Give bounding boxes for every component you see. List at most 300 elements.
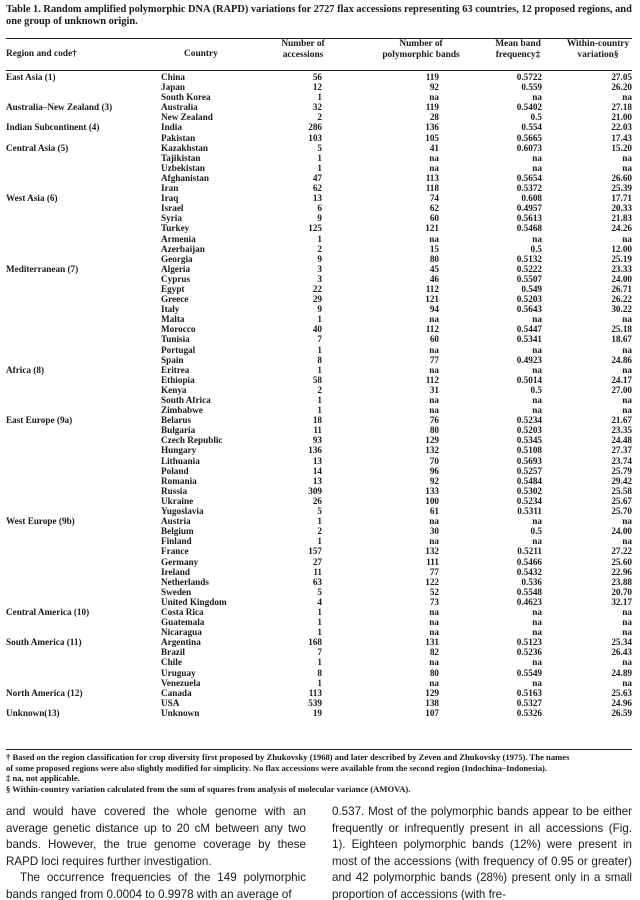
- cell-accessions: 2: [317, 243, 322, 254]
- cell-accessions: 3: [317, 263, 322, 274]
- cell-accessions: 168: [308, 637, 322, 648]
- cell-within-country-variation: na: [622, 606, 632, 617]
- cell-mean-band-frequency: 0.5345: [516, 435, 542, 446]
- cell-accessions: 11: [313, 425, 322, 436]
- table-row: [6, 698, 632, 708]
- table-row: [6, 223, 632, 233]
- table-row: [6, 334, 632, 344]
- table-row: [6, 577, 632, 587]
- cell-mean-band-frequency: 0.5234: [516, 495, 542, 506]
- cell-within-country-variation: na: [622, 92, 632, 103]
- cell-within-country-variation: 24.96: [611, 697, 632, 708]
- table-row: [6, 153, 632, 163]
- cell-polymorphic-bands: 113: [425, 172, 439, 183]
- cell-polymorphic-bands: 62: [429, 203, 439, 214]
- cell-within-country-variation: na: [622, 344, 632, 355]
- cell-country: Canada: [161, 687, 192, 698]
- cell-country: Uruguay: [161, 667, 196, 678]
- cell-accessions: 9: [317, 304, 322, 315]
- cell-accessions: 47: [312, 172, 322, 183]
- cell-polymorphic-bands: 73: [429, 596, 439, 607]
- cell-polymorphic-bands: 121: [425, 223, 439, 234]
- cell-polymorphic-bands: 31: [429, 384, 439, 395]
- cell-polymorphic-bands: 136: [425, 122, 439, 133]
- cell-accessions: 18: [312, 415, 322, 426]
- cell-region: Central Asia (5): [6, 142, 69, 153]
- cell-mean-band-frequency: 0.4923: [516, 354, 542, 365]
- cell-region: Australia–New Zealand (3): [6, 102, 113, 113]
- table-row: [6, 587, 632, 597]
- cell-mean-band-frequency: 0.5: [530, 243, 542, 254]
- cell-region: West Europe (9b): [6, 516, 75, 527]
- cell-country: Bulgaria: [161, 425, 196, 436]
- cell-accessions: 5: [317, 586, 322, 597]
- cell-country: Hungary: [161, 445, 197, 456]
- paragraph: 0.537. Most of the polymorphic bands appear to be either frequently or infrequently present in all accessions (Fig. 1). Eighteen polymorphic bands (12%) were present in most of the accessions (with frequency of 0.95 or greater) and 42 polymorphic bands (28%) present only in a small proportion of accessions (with fre-: [332, 805, 632, 900]
- table-footnotes: [6, 752, 632, 794]
- cell-accessions: 7: [317, 647, 322, 658]
- cell-within-country-variation: 24.86: [611, 354, 632, 365]
- table-row: [6, 466, 632, 476]
- table-row: [6, 314, 632, 324]
- cell-country: Belgium: [161, 526, 194, 537]
- cell-country: Afghanistan: [161, 172, 209, 183]
- cell-country: Netherlands: [161, 576, 209, 587]
- cell-polymorphic-bands: 80: [429, 253, 439, 264]
- cell-mean-band-frequency: 0.5222: [516, 263, 542, 274]
- table-row: [6, 122, 632, 132]
- cell-polymorphic-bands: 133: [425, 485, 439, 496]
- cell-mean-band-frequency: 0.5123: [516, 637, 542, 648]
- cell-accessions: 157: [308, 546, 322, 557]
- cell-polymorphic-bands: na: [429, 92, 439, 103]
- cell-mean-band-frequency: na: [532, 344, 542, 355]
- table-row: [6, 244, 632, 254]
- cell-country: Yugoslavia: [161, 506, 204, 517]
- table-row: [6, 637, 632, 647]
- cell-mean-band-frequency: 0.536: [521, 576, 542, 587]
- cell-mean-band-frequency: 0.5311: [517, 506, 542, 517]
- cell-polymorphic-bands: na: [429, 516, 439, 527]
- cell-country: Venezuela: [161, 677, 201, 688]
- cell-accessions: 6: [317, 203, 322, 214]
- cell-mean-band-frequency: na: [532, 657, 542, 668]
- cell-region: South America (11): [6, 637, 82, 648]
- cell-mean-band-frequency: 0.5203: [516, 425, 542, 436]
- cell-accessions: 539: [308, 697, 322, 708]
- table-row: [6, 627, 632, 637]
- cell-within-country-variation: 25.63: [611, 687, 632, 698]
- cell-polymorphic-bands: 121: [425, 294, 439, 305]
- header-bottom-rule: [6, 70, 632, 71]
- cell-accessions: 12: [312, 82, 322, 93]
- cell-mean-band-frequency: 0.549: [521, 283, 542, 294]
- cell-within-country-variation: 27.18: [611, 102, 632, 113]
- table-row: [6, 92, 632, 102]
- table-row: [6, 668, 632, 678]
- cell-mean-band-frequency: 0.5: [530, 526, 542, 537]
- table-row: [6, 688, 632, 698]
- cell-polymorphic-bands: 96: [429, 465, 439, 476]
- table-row: [6, 102, 632, 112]
- cell-country: Russia: [161, 485, 188, 496]
- cell-mean-band-frequency: 0.5203: [516, 294, 542, 305]
- cell-country: Israel: [161, 203, 184, 214]
- cell-polymorphic-bands: 28: [429, 112, 439, 123]
- cell-country: United Kingdom: [161, 596, 227, 607]
- cell-polymorphic-bands: 60: [429, 213, 439, 224]
- cell-within-country-variation: 25.19: [611, 253, 632, 264]
- cell-mean-band-frequency: na: [532, 92, 542, 103]
- cell-within-country-variation: 21.67: [611, 415, 632, 426]
- cell-polymorphic-bands: 41: [429, 142, 439, 153]
- cell-country: Chile: [161, 657, 182, 668]
- table-row: [6, 526, 632, 536]
- cell-mean-band-frequency: 0.5257: [516, 465, 542, 476]
- cell-polymorphic-bands: 77: [429, 566, 439, 577]
- cell-country: South Korea: [161, 92, 211, 103]
- cell-within-country-variation: 17.43: [611, 132, 632, 143]
- table-row: [6, 506, 632, 516]
- cell-within-country-variation: 15.20: [611, 142, 632, 153]
- cell-within-country-variation: 23.88: [611, 576, 632, 587]
- table-row: [6, 708, 632, 718]
- table-row: [6, 496, 632, 506]
- cell-country: Costa Rica: [161, 606, 204, 617]
- cell-mean-band-frequency: na: [532, 606, 542, 617]
- table-row: [6, 435, 632, 445]
- cell-country: Brazil: [161, 647, 185, 658]
- cell-within-country-variation: 22.03: [611, 122, 632, 133]
- table-row: [6, 304, 632, 314]
- cell-polymorphic-bands: 46: [429, 273, 439, 284]
- cell-mean-band-frequency: 0.5613: [516, 213, 542, 224]
- cell-within-country-variation: 20.70: [611, 586, 632, 597]
- cell-accessions: 1: [317, 395, 322, 405]
- cell-mean-band-frequency: 0.5302: [516, 485, 542, 496]
- cell-mean-band-frequency: na: [532, 233, 542, 244]
- cell-mean-band-frequency: na: [532, 364, 542, 375]
- cell-polymorphic-bands: na: [429, 364, 439, 375]
- cell-country: China: [161, 72, 186, 82]
- cell-mean-band-frequency: na: [532, 617, 542, 628]
- cell-mean-band-frequency: 0.5654: [516, 172, 542, 183]
- cell-country: Italy: [161, 304, 180, 315]
- cell-country: Romania: [161, 475, 197, 486]
- table-row: [6, 476, 632, 486]
- cell-country: Iran: [161, 183, 179, 194]
- cell-within-country-variation: 20.33: [611, 203, 632, 214]
- cell-country: Poland: [161, 465, 189, 476]
- cell-within-country-variation: 21.83: [611, 213, 632, 224]
- cell-accessions: 1: [317, 677, 322, 688]
- cell-accessions: 32: [312, 102, 322, 113]
- cell-polymorphic-bands: na: [429, 314, 439, 325]
- cell-polymorphic-bands: 100: [425, 495, 439, 506]
- cell-polymorphic-bands: 122: [425, 576, 439, 587]
- table-row: [6, 365, 632, 375]
- cell-polymorphic-bands: 131: [425, 637, 439, 648]
- cell-country: Finland: [161, 536, 192, 547]
- cell-mean-band-frequency: 0.5234: [516, 415, 542, 426]
- cell-mean-band-frequency: 0.5665: [516, 132, 542, 143]
- cell-accessions: 1: [317, 92, 322, 103]
- table-row: [6, 607, 632, 617]
- table-row: [6, 345, 632, 355]
- cell-polymorphic-bands: 111: [426, 556, 439, 567]
- cell-country: Cyprus: [161, 273, 191, 284]
- footnote: ‡ na, not applicable.: [6, 773, 80, 784]
- table-row: [6, 213, 632, 223]
- cell-polymorphic-bands: na: [429, 536, 439, 547]
- cell-polymorphic-bands: 30: [429, 526, 439, 537]
- cell-accessions: 63: [312, 576, 322, 587]
- cell-within-country-variation: 23.33: [611, 263, 632, 274]
- cell-mean-band-frequency: 0.5548: [516, 586, 542, 597]
- cell-polymorphic-bands: na: [429, 152, 439, 163]
- cell-polymorphic-bands: 129: [425, 687, 439, 698]
- table-row: [6, 234, 632, 244]
- cell-accessions: 9: [317, 253, 322, 264]
- cell-accessions: 1: [317, 405, 322, 416]
- cell-within-country-variation: 22.96: [611, 566, 632, 577]
- header-polymorphic-bands: Number of polymorphic bands: [382, 39, 460, 60]
- cell-polymorphic-bands: 74: [429, 193, 439, 204]
- cell-region: West Asia (6): [6, 193, 58, 204]
- cell-within-country-variation: 25.67: [611, 495, 632, 506]
- cell-mean-band-frequency: 0.6073: [516, 142, 542, 153]
- cell-polymorphic-bands: 119: [425, 102, 439, 113]
- cell-country: Czech Republic: [161, 435, 223, 446]
- cell-polymorphic-bands: na: [429, 627, 439, 638]
- cell-polymorphic-bands: 132: [425, 546, 439, 557]
- cell-within-country-variation: na: [622, 152, 632, 163]
- cell-within-country-variation: na: [622, 405, 632, 416]
- cell-within-country-variation: 26.43: [611, 647, 632, 658]
- cell-polymorphic-bands: 77: [429, 354, 439, 365]
- cell-country: Armenia: [161, 233, 196, 244]
- table-body: [6, 72, 632, 747]
- cell-mean-band-frequency: 0.559: [521, 82, 542, 93]
- footnote: § Within-country variation calculated from the sum of squares from analysis of molecular variance (AMOVA).: [6, 783, 411, 794]
- table-row: [6, 163, 632, 173]
- cell-within-country-variation: 24.89: [611, 667, 632, 678]
- cell-country: Nicaragua: [161, 627, 202, 638]
- cell-within-country-variation: na: [622, 657, 632, 668]
- cell-within-country-variation: na: [622, 677, 632, 688]
- table-row: [6, 516, 632, 526]
- cell-polymorphic-bands: 82: [429, 647, 439, 658]
- cell-polymorphic-bands: 70: [429, 455, 439, 466]
- table-row: [6, 264, 632, 274]
- cell-country: Pakistan: [161, 132, 196, 143]
- cell-within-country-variation: 25.60: [611, 556, 632, 567]
- table-row: [6, 395, 632, 405]
- cell-region: Indian Subcontinent (4): [6, 122, 100, 133]
- cell-country: Ireland: [161, 566, 190, 577]
- cell-country: Belarus: [161, 415, 192, 426]
- cell-mean-band-frequency: 0.5108: [516, 445, 542, 456]
- cell-polymorphic-bands: 45: [429, 263, 439, 274]
- cell-accessions: 27: [312, 556, 322, 567]
- cell-accessions: 136: [308, 445, 322, 456]
- cell-mean-band-frequency: na: [532, 395, 542, 405]
- cell-polymorphic-bands: 112: [425, 324, 439, 335]
- table-row: [6, 355, 632, 365]
- cell-accessions: 26: [312, 495, 322, 506]
- header-mean-band-frequency: Mean band frequency‡: [495, 39, 541, 60]
- table-row: [6, 557, 632, 567]
- cell-mean-band-frequency: 0.5341: [516, 334, 542, 345]
- cell-within-country-variation: 23.35: [611, 425, 632, 436]
- cell-accessions: 103: [308, 132, 322, 143]
- cell-within-country-variation: 24.00: [611, 526, 632, 537]
- cell-accessions: 3: [317, 273, 322, 284]
- footnote: of some proposed regions were also slightly modified for simplicity. No flax accessions were available from the second region (Indochina–Indonesia).: [6, 762, 548, 773]
- cell-polymorphic-bands: 92: [429, 475, 439, 486]
- cell-polymorphic-bands: 92: [429, 82, 439, 93]
- cell-accessions: 14: [312, 465, 322, 476]
- cell-polymorphic-bands: na: [429, 657, 439, 668]
- cell-country: Spain: [161, 354, 184, 365]
- cell-mean-band-frequency: 0.5447: [516, 324, 542, 335]
- cell-within-country-variation: na: [622, 627, 632, 638]
- table-row: [6, 173, 632, 183]
- cell-accessions: 19: [312, 707, 322, 718]
- cell-accessions: 1: [317, 606, 322, 617]
- cell-country: Germany: [161, 556, 199, 567]
- table-row: [6, 657, 632, 667]
- cell-country: Turkey: [161, 223, 190, 234]
- cell-polymorphic-bands: na: [429, 344, 439, 355]
- cell-mean-band-frequency: na: [532, 516, 542, 527]
- cell-accessions: 2: [317, 384, 322, 395]
- cell-within-country-variation: 25.18: [611, 324, 632, 335]
- cell-country: South Africa: [161, 395, 211, 405]
- cell-within-country-variation: 12.00: [611, 243, 632, 254]
- table-row: [6, 617, 632, 627]
- cell-within-country-variation: 24.26: [611, 223, 632, 234]
- cell-within-country-variation: 25.34: [611, 637, 632, 648]
- cell-mean-band-frequency: na: [532, 677, 542, 688]
- cell-country: Kenya: [161, 384, 187, 395]
- cell-within-country-variation: 26.20: [611, 82, 632, 93]
- cell-accessions: 1: [317, 516, 322, 527]
- cell-within-country-variation: 29.42: [611, 475, 632, 486]
- cell-mean-band-frequency: na: [532, 536, 542, 547]
- cell-mean-band-frequency: na: [532, 314, 542, 325]
- cell-within-country-variation: na: [622, 395, 632, 405]
- cell-mean-band-frequency: 0.5: [530, 112, 542, 123]
- cell-country: Tajikistan: [161, 152, 201, 163]
- cell-within-country-variation: na: [622, 314, 632, 325]
- cell-within-country-variation: na: [622, 162, 632, 173]
- cell-mean-band-frequency: 0.5014: [516, 374, 542, 385]
- cell-mean-band-frequency: 0.4623: [516, 596, 542, 607]
- cell-accessions: 13: [312, 193, 322, 204]
- cell-country: Ukraine: [161, 495, 194, 506]
- table-row: [6, 72, 632, 82]
- cell-within-country-variation: na: [622, 364, 632, 375]
- cell-country: Australia: [161, 102, 198, 113]
- cell-within-country-variation: 23.74: [611, 455, 632, 466]
- cell-within-country-variation: 26.71: [611, 283, 632, 294]
- cell-mean-band-frequency: 0.5132: [516, 253, 542, 264]
- cell-accessions: 62: [312, 183, 322, 194]
- cell-accessions: 7: [317, 334, 322, 345]
- cell-mean-band-frequency: 0.5507: [516, 273, 542, 284]
- table-row: [6, 112, 632, 122]
- cell-within-country-variation: na: [622, 536, 632, 547]
- cell-country: Sweden: [161, 586, 192, 597]
- cell-polymorphic-bands: 61: [429, 506, 439, 517]
- cell-accessions: 29: [312, 294, 322, 305]
- table-row: [6, 415, 632, 425]
- cell-accessions: 125: [308, 223, 322, 234]
- cell-accessions: 5: [317, 506, 322, 517]
- cell-region: North America (12): [6, 687, 83, 698]
- cell-country: Iraq: [161, 193, 179, 204]
- cell-polymorphic-bands: na: [429, 233, 439, 244]
- cell-polymorphic-bands: na: [429, 162, 439, 173]
- cell-within-country-variation: na: [622, 516, 632, 527]
- cell-polymorphic-bands: 105: [425, 132, 439, 143]
- cell-mean-band-frequency: 0.5468: [516, 223, 542, 234]
- cell-country: Argentina: [161, 637, 201, 648]
- cell-country: Guatemala: [161, 617, 205, 628]
- cell-country: Zimbabwe: [161, 405, 203, 416]
- header-country: Country: [184, 49, 218, 59]
- cell-within-country-variation: 26.60: [611, 172, 632, 183]
- table-row: [6, 133, 632, 143]
- cell-mean-band-frequency: na: [532, 627, 542, 638]
- cell-within-country-variation: 26.22: [611, 294, 632, 305]
- cell-accessions: 40: [312, 324, 322, 335]
- cell-country: France: [161, 546, 189, 557]
- table-caption: Table 1. Random amplified polymorphic DNA (RAPD) variations for 2727 flax accessions representing 63 countries, 12 proposed regions, and one group of unknown origin.: [6, 4, 632, 27]
- cell-mean-band-frequency: 0.5236: [516, 647, 542, 658]
- cell-region: East Europe (9a): [6, 415, 73, 426]
- cell-mean-band-frequency: 0.5549: [516, 667, 542, 678]
- cell-country: Georgia: [161, 253, 193, 264]
- cell-accessions: 309: [308, 485, 322, 496]
- paragraph: and would have covered the whole genome with an average genetic distance up to 20 cM between any two bands. However, the true genome coverage by these RAPD loci requires further investigation.: [6, 805, 306, 868]
- cell-accessions: 1: [317, 233, 322, 244]
- body-column-left: [6, 804, 306, 900]
- cell-country: New Zealand: [161, 112, 213, 123]
- cell-within-country-variation: 24.48: [611, 435, 632, 446]
- cell-mean-band-frequency: 0.5163: [516, 687, 542, 698]
- table-row: [6, 425, 632, 435]
- cell-accessions: 1: [317, 536, 322, 547]
- cell-polymorphic-bands: na: [429, 617, 439, 628]
- cell-accessions: 1: [317, 152, 322, 163]
- table-row: [6, 284, 632, 294]
- body-column-right: [332, 804, 632, 900]
- cell-accessions: 113: [308, 687, 322, 698]
- table-header: [6, 39, 632, 69]
- cell-country: Ethiopia: [161, 374, 195, 385]
- cell-country: Morocco: [161, 324, 196, 335]
- cell-polymorphic-bands: 112: [425, 283, 439, 294]
- cell-polymorphic-bands: na: [429, 395, 439, 405]
- table-row: [6, 456, 632, 466]
- cell-polymorphic-bands: na: [429, 405, 439, 416]
- cell-within-country-variation: 27.37: [611, 445, 632, 456]
- cell-country: Uzbekistan: [161, 162, 205, 173]
- cell-within-country-variation: 26.59: [611, 707, 632, 718]
- cell-country: Azerbaijan: [161, 243, 205, 254]
